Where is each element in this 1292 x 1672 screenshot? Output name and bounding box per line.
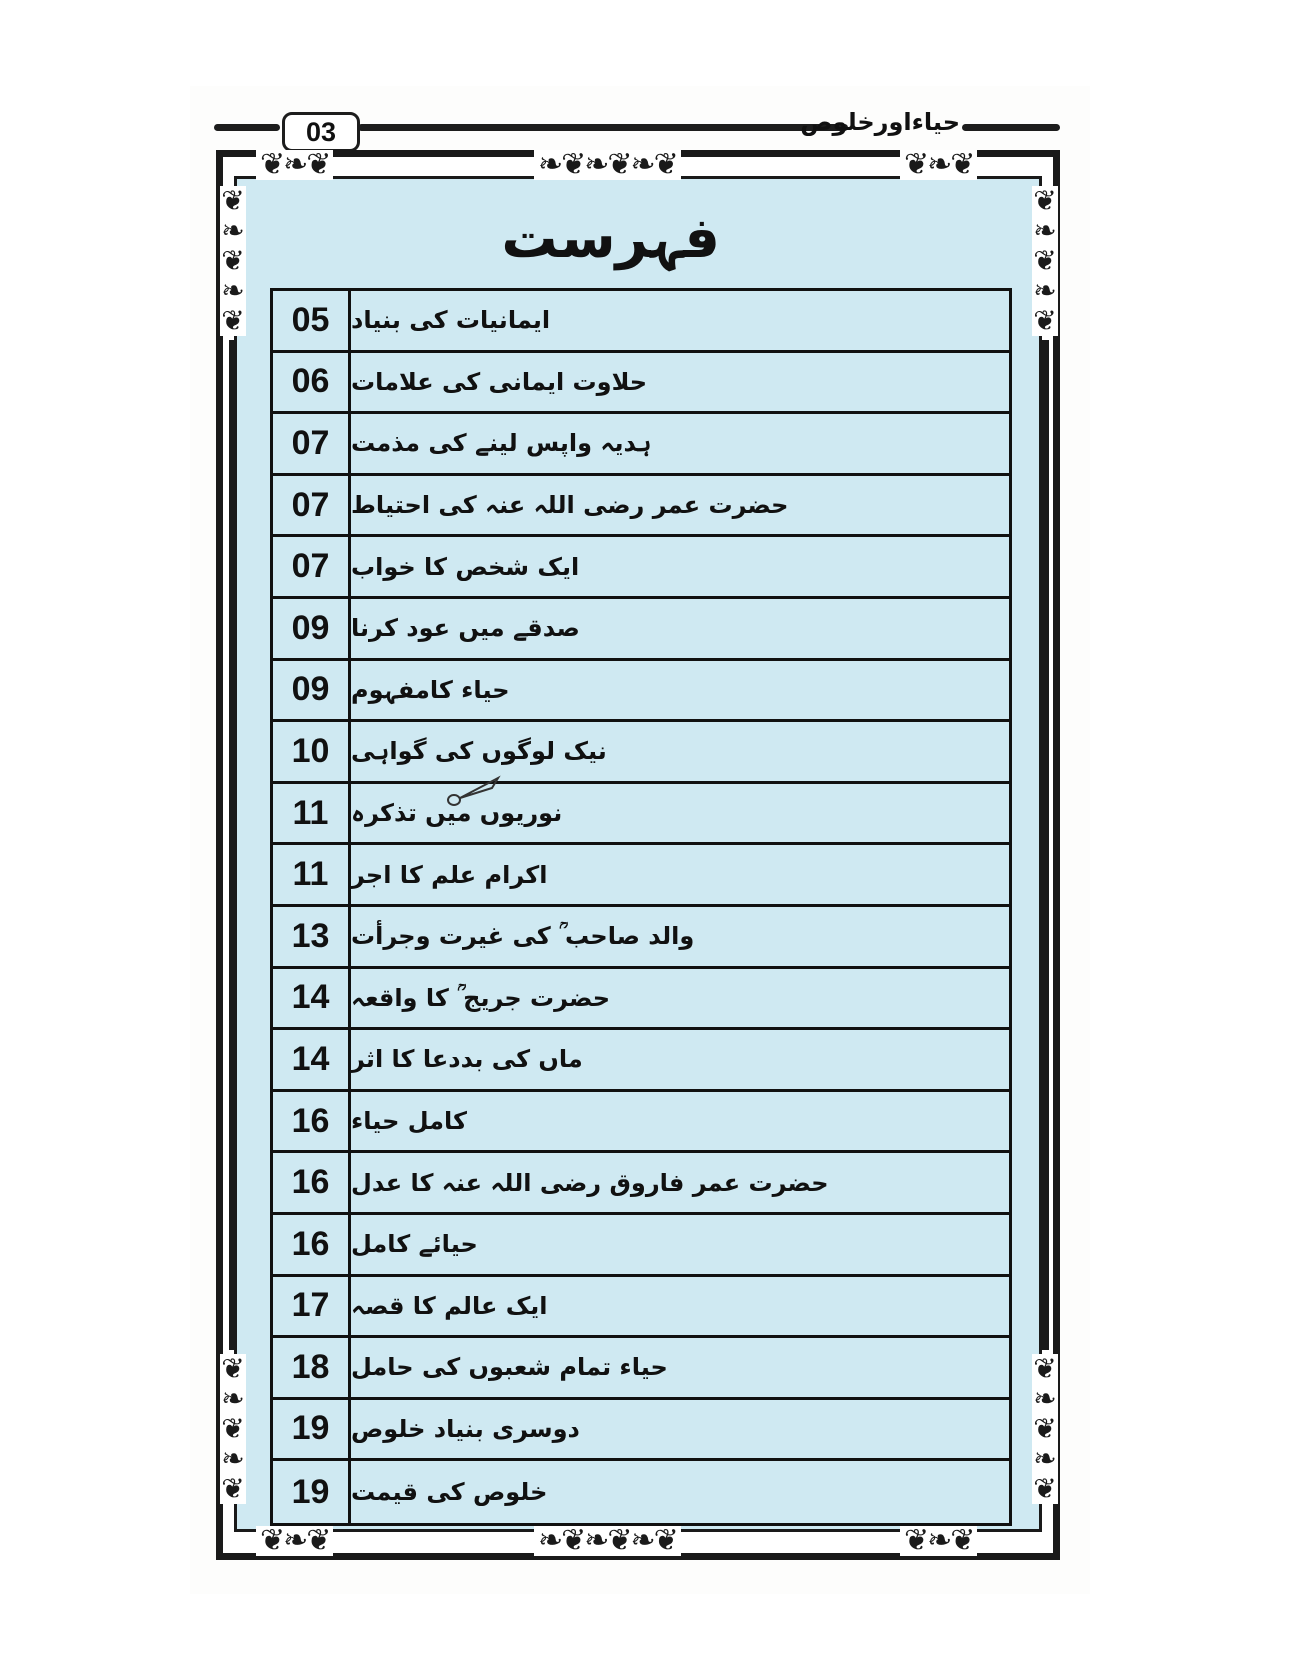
entry-title: حیاء تمام شعبوں کی حامل <box>351 1353 668 1382</box>
entry-page: 07 <box>273 537 351 596</box>
header-rule-left <box>214 124 280 131</box>
table-row[interactable] <box>273 784 1009 846</box>
table-row[interactable] <box>273 1277 1009 1339</box>
entry-title: حضرت عمر فاروق رضی اللہ عنہ کا عدل <box>351 1168 829 1197</box>
entry-title: حلاوت ایمانی کی علامات <box>351 367 648 396</box>
table-row[interactable] <box>273 969 1009 1031</box>
table-row[interactable] <box>273 291 1009 353</box>
left-ornament-top: ❦ ❧ ❦ ❧ ❦ <box>221 184 245 337</box>
bottom-ornament-center: ❧❦❧❦❧❦ <box>534 1526 681 1556</box>
entry-page: 05 <box>273 291 351 350</box>
left-ornament-bottom: ❦ ❧ ❦ ❧ ❦ <box>221 1352 245 1505</box>
page-number: 03 <box>282 112 360 152</box>
entry-page: 14 <box>273 1030 351 1089</box>
entry-title: دوسری بنیاد خلوص <box>351 1414 580 1443</box>
entry-title: ہدیہ واپس لینے کی مذمت <box>351 429 652 458</box>
bottom-ornament-left: ❦❧❦ <box>256 1526 333 1556</box>
entry-page: 11 <box>273 845 351 904</box>
table-row[interactable] <box>273 661 1009 723</box>
top-ornament-right: ❦❧❦ <box>900 150 977 180</box>
entry-title: صدقے میں عود کرنا <box>351 614 580 643</box>
entry-title: اکرام علم کا اجر <box>351 860 548 889</box>
entry-title: کامل حیاء <box>351 1107 467 1136</box>
entry-title: نوریوں میں تذکرہ <box>351 799 563 828</box>
entry-page: 10 <box>273 722 351 781</box>
table-row[interactable] <box>273 414 1009 476</box>
pin-mark-icon <box>446 770 506 810</box>
entry-page: 19 <box>273 1461 351 1523</box>
entry-title: ایک شخص کا خواب <box>351 552 580 581</box>
table-row[interactable] <box>273 1461 1009 1523</box>
entry-page: 16 <box>273 1215 351 1274</box>
entry-title: حیائے کامل <box>351 1230 478 1259</box>
entry-page: 07 <box>273 476 351 535</box>
contents-table <box>270 288 1012 1526</box>
entry-page: 09 <box>273 661 351 720</box>
entry-page: 07 <box>273 414 351 473</box>
table-row[interactable] <box>273 1338 1009 1400</box>
table-row[interactable] <box>273 1400 1009 1462</box>
entry-page: 14 <box>273 969 351 1028</box>
table-row[interactable] <box>273 1153 1009 1215</box>
right-ornament-bottom: ❦ ❧ ❦ ❧ ❦ <box>1033 1352 1057 1505</box>
entry-page: 06 <box>273 353 351 412</box>
table-row[interactable] <box>273 1215 1009 1277</box>
table-row[interactable] <box>273 1092 1009 1154</box>
right-ornament-top: ❦ ❧ ❦ ❧ ❦ <box>1033 184 1057 337</box>
entry-title: نیک لوگوں کی گواہی <box>351 737 607 766</box>
entry-page: 16 <box>273 1153 351 1212</box>
entry-title: ماں کی بددعا کا اثر <box>351 1045 583 1074</box>
table-row[interactable] <box>273 907 1009 969</box>
top-ornament-left: ❦❧❦ <box>256 150 333 180</box>
entry-title: حضرت جریج ؒ کا واقعہ <box>351 983 611 1012</box>
header-rule-right <box>962 124 1060 131</box>
top-ornament-center: ❧❦❧❦❧❦ <box>534 150 681 180</box>
table-row[interactable] <box>273 1030 1009 1092</box>
left-frame-bar <box>229 340 237 1350</box>
entry-title: والد صاحب ؒ کی غیرت وجرأت <box>351 922 695 951</box>
table-row[interactable] <box>273 845 1009 907</box>
entry-title: حیاء کامفہوم <box>351 675 510 704</box>
entry-page: 16 <box>273 1092 351 1151</box>
entry-page: 19 <box>273 1400 351 1459</box>
table-row[interactable] <box>273 353 1009 415</box>
entry-page: 18 <box>273 1338 351 1397</box>
entry-page: 09 <box>273 599 351 658</box>
table-row[interactable] <box>273 537 1009 599</box>
entry-title: ایک عالم کا قصہ <box>351 1291 548 1320</box>
entry-title: ایمانیات کی بنیاد <box>351 306 551 335</box>
table-row[interactable] <box>273 599 1009 661</box>
table-row[interactable] <box>273 476 1009 538</box>
entry-title: خلوص کی قیمت <box>351 1478 548 1507</box>
bottom-ornament-right: ❦❧❦ <box>900 1526 977 1556</box>
right-frame-bar <box>1041 340 1049 1350</box>
entry-page: 13 <box>273 907 351 966</box>
table-row[interactable] <box>273 722 1009 784</box>
entry-page: 17 <box>273 1277 351 1336</box>
contents-heading: فہرست <box>501 206 720 271</box>
header-rule-middle <box>358 124 848 131</box>
entry-title: حضرت عمر رضی اللہ عنہ کی احتیاط <box>351 491 789 520</box>
entry-page: 11 <box>273 784 351 843</box>
book-title: حیاءاورخلوص <box>800 108 960 136</box>
